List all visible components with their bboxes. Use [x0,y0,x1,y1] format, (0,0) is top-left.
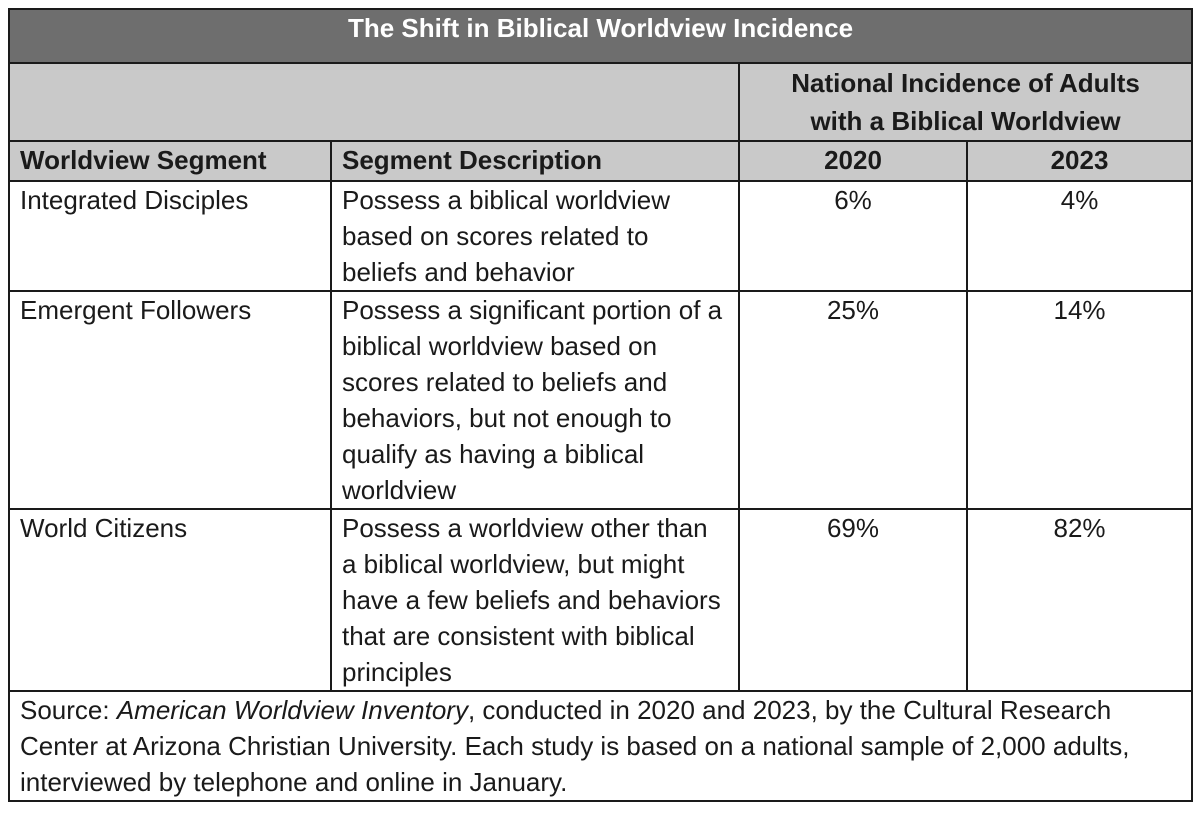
group-header-label [739,63,1192,141]
column-header-description: Segment Description [331,141,739,181]
source-text: , conducted in 2020 and 2023, by the Cultural Research Center at Arizona Christian University. Each study is based on a national sample of 2,000 adults, interviewed by telephone and online in January. [20,695,1130,797]
segment-name: Integrated Disciples [9,181,331,291]
segment-name: Emergent Followers [9,291,331,509]
segment-description: Possess a worldview other than a biblical worldview, but might have a few beliefs and behaviors that are consistent with biblical principles [331,509,739,691]
source-prefix: Source: [20,695,117,725]
segment-description: Possess a significant portion of a biblical worldview based on scores related to beliefs and behaviors, but not enough to qualify as having a biblical worldview [331,291,739,509]
value-2020: 25% [739,291,967,509]
worldview-table-container [8,8,1191,802]
segment-name: World Citizens [9,509,331,691]
group-header-line1: National Incidence of Adults [791,68,1140,98]
column-header-segment: Worldview Segment [9,141,331,181]
column-header-2023: 2023 [967,141,1192,181]
table-title-row [9,9,1192,63]
table-row [9,291,1192,509]
source-title: American Worldview Inventory [116,695,468,725]
segment-description: Possess a biblical worldview based on scores related to beliefs and behavior [331,181,739,291]
source-row [9,691,1192,801]
group-header-blank [9,63,739,141]
value-2023: 82% [967,509,1192,691]
value-2023: 4% [967,181,1192,291]
column-header-2020: 2020 [739,141,967,181]
group-header-line2: with a Biblical Worldview [810,106,1121,136]
value-2020: 69% [739,509,967,691]
table-title: The Shift in Biblical Worldview Incidence [9,9,1192,63]
column-header-row [9,141,1192,181]
table-row [9,509,1192,691]
value-2020: 6% [739,181,967,291]
source-note [9,691,1192,801]
value-2023: 14% [967,291,1192,509]
group-header-row [9,63,1192,141]
worldview-table [8,8,1193,802]
table-row [9,181,1192,291]
